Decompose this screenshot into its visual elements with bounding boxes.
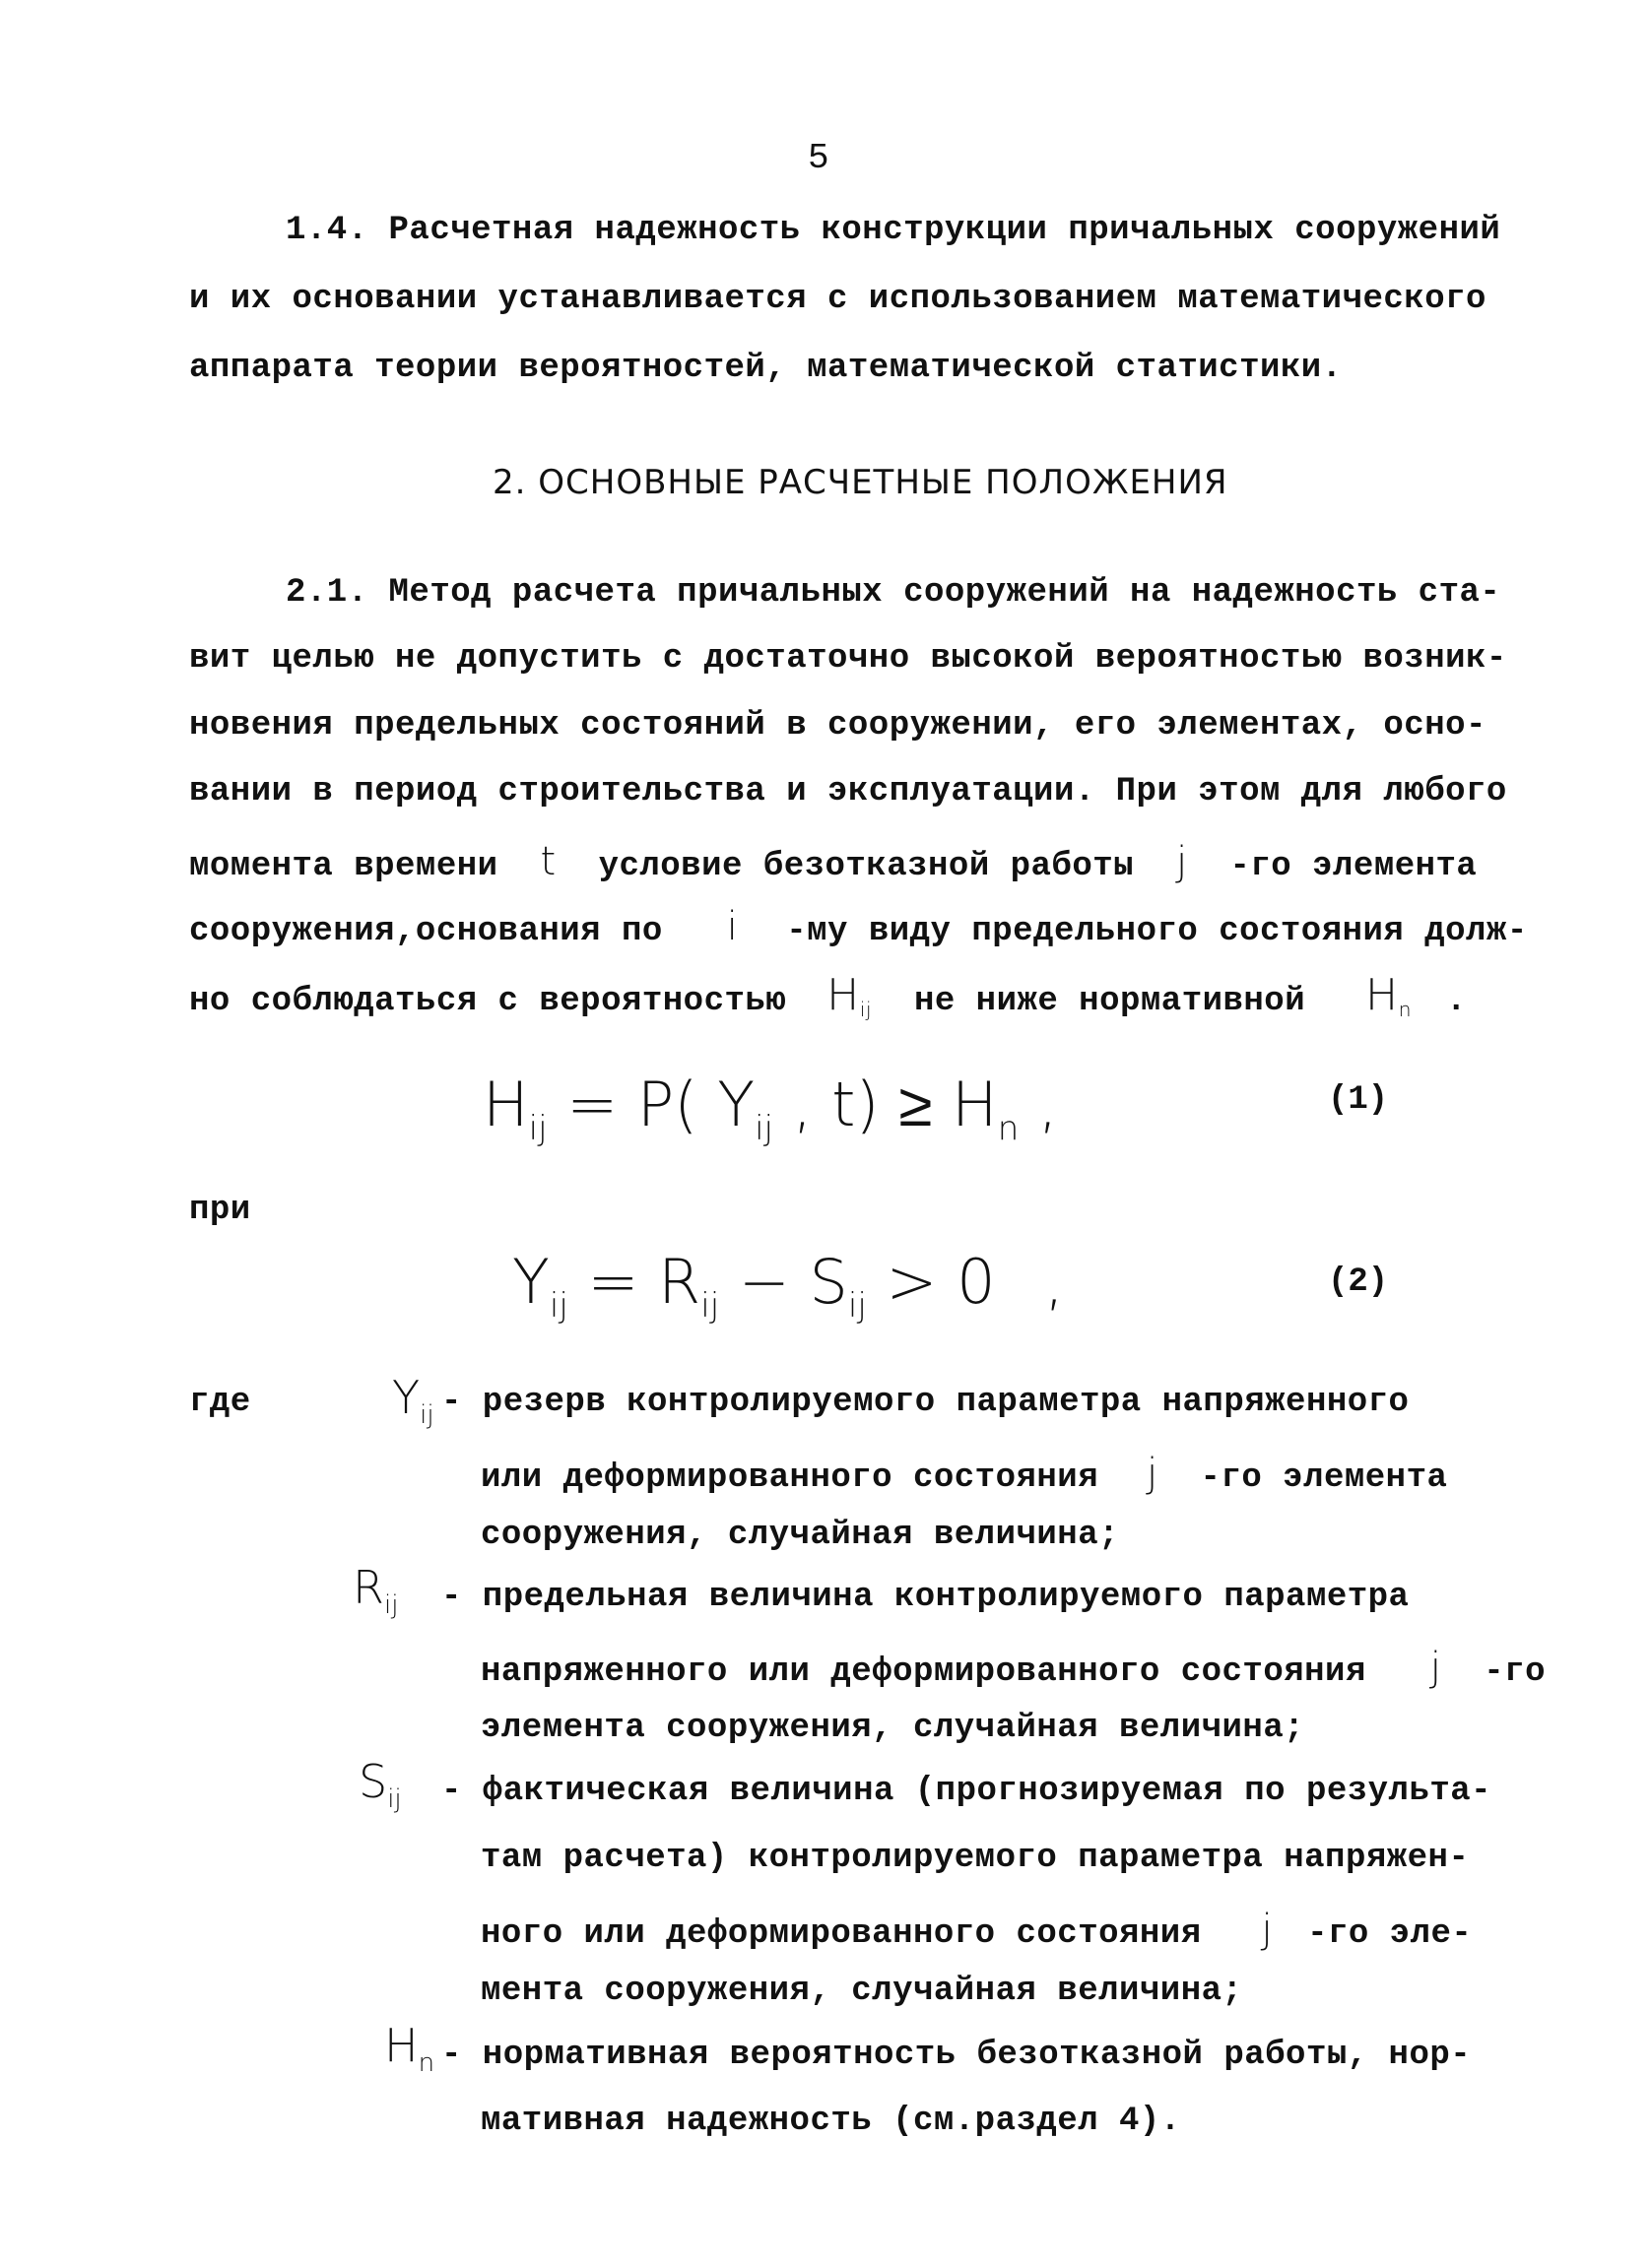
p21-line-6-b: -му виду предельного состояния долж- (786, 913, 1528, 950)
def-S-line-3-text: ного или деформированного состояния (481, 1915, 1202, 1953)
f2-minus: − S (738, 1246, 848, 1318)
p21-line-5-b: условие безотказной работы (598, 848, 1135, 885)
f1-ij: ij (528, 1109, 548, 1148)
s14-line-3: аппарата теории вероятностей, математической статистики. (189, 350, 1343, 387)
p21-line-7-b: не ниже нормативной (913, 983, 1306, 1020)
def-S-line-2: там расчета) контролируемого параметра напряжен- (481, 1840, 1470, 1877)
def-Y-line-1: - резерв контролируемого параметра напряженного (441, 1384, 1410, 1421)
equation-number-2: (2) (1328, 1264, 1389, 1301)
def-symbol-Y (392, 1371, 434, 1430)
f1-ij2: ij (755, 1109, 773, 1148)
def-Y-sub: ij (420, 1400, 434, 1430)
var-j: j (1175, 839, 1188, 884)
var-Hn-sub: n (1398, 998, 1413, 1022)
var-H-sub: ij (859, 998, 873, 1022)
f2-ij2: ij (700, 1286, 720, 1326)
def-Y-line-3: сооружения, случайная величина; (481, 1517, 1120, 1554)
f2-eq: = R (587, 1246, 701, 1318)
def-R-line-2 (481, 1645, 1546, 1691)
p21-line-6 (189, 904, 1528, 950)
p21-line-7-c: . (1445, 983, 1467, 1020)
def-Hn-line-2: мативная надежность (см.раздел 4). (481, 2103, 1181, 2140)
def-R-j: j (1429, 1645, 1442, 1690)
p21-line-2: вит целью не допустить с достаточно высокой вероятностью возник- (189, 640, 1507, 678)
def-Y-line-2-text: или деформированного состояния (481, 1459, 1099, 1497)
var-i: i (726, 904, 739, 949)
section-heading: 2. ОСНОВНЫЕ РАСЧЕТНЫЕ ПОЛОЖЕНИЯ (493, 463, 1228, 502)
f2-ij3: ij (847, 1286, 867, 1326)
f1-n: n (997, 1109, 1020, 1148)
f1-end: , (1037, 1069, 1058, 1140)
def-Hn-letter: H (384, 2019, 419, 2072)
def-Y-j-after: -го элемента (1200, 1459, 1448, 1497)
label-pri: при (189, 1192, 251, 1229)
p21-line-6-a: сооружения,основания по (189, 913, 663, 950)
def-Y-j: j (1147, 1451, 1158, 1496)
p21-line-7-a: но соблюдаться с вероятностью (189, 983, 787, 1020)
f1-middle: = P( Y (566, 1069, 756, 1140)
formula-2 (512, 1246, 1064, 1326)
def-symbol-Hn (384, 2019, 434, 2078)
var-t: t (540, 839, 557, 884)
def-R-j-after: -го (1484, 1653, 1546, 1691)
def-symbol-R (353, 1561, 398, 1620)
s14-line-1: 1.4. Расчетная надежность конструкции причальных сооружений (286, 212, 1501, 249)
def-R-line-3: элемента сооружения, случайная величина; (481, 1710, 1305, 1747)
var-Hn: H (1365, 970, 1399, 1020)
f1-H: H (483, 1069, 529, 1140)
def-S-sub: ij (387, 1784, 402, 1814)
s14-line-2: и их основании устанавливается с использованием математического (189, 281, 1486, 318)
p21-line-5-a: момента времени (189, 848, 498, 885)
def-R-sub: ij (383, 1590, 399, 1620)
f1-tail: , t) ≥ H (792, 1069, 998, 1140)
p21-line-3: новения предельных состояний в сооружении, его элементах, осно- (189, 707, 1486, 745)
p21-line-7 (189, 970, 1467, 1021)
f2-end: , (1044, 1246, 1065, 1318)
def-symbol-S (359, 1755, 402, 1814)
f2-tail: > 0 (886, 1246, 996, 1318)
def-S-letter: S (359, 1755, 388, 1808)
def-R-line-1: - предельная величина контролируемого параметра (441, 1579, 1410, 1616)
def-S-j: j (1261, 1907, 1274, 1952)
def-Y-letter: Y (392, 1371, 421, 1424)
p21-line-5 (189, 839, 1477, 885)
page-number: 5 (808, 138, 829, 178)
def-Hn-line-1: - нормативная вероятность безотказной работы, нор- (441, 2037, 1472, 2074)
def-S-line-4: мента сооружения, случайная величина; (481, 1973, 1243, 2010)
f2-ij: ij (549, 1286, 568, 1326)
label-where: где (189, 1384, 251, 1421)
var-H: H (826, 970, 860, 1020)
formula-1 (483, 1069, 1058, 1148)
def-S-j-after: -го эле- (1307, 1915, 1473, 1953)
def-Y-line-2 (481, 1451, 1447, 1497)
p21-line-1: 2.1. Метод расчета причальных сооружений на надежность ста- (286, 574, 1501, 612)
p21-line-5-c: -го элемента (1229, 848, 1478, 885)
def-S-line-3 (481, 1907, 1472, 1953)
def-Hn-sub: n (418, 2048, 435, 2078)
def-S-line-1: - фактическая величина (прогнозируемая по результа- (441, 1773, 1492, 1810)
def-R-line-2-text: напряженного или деформированного состояния (481, 1653, 1366, 1691)
p21-line-4: вании в период строительства и эксплуатации. При этом для любого (189, 773, 1507, 810)
equation-number-1: (1) (1328, 1081, 1389, 1119)
def-R-letter: R (353, 1561, 384, 1614)
f2-Y: Y (512, 1246, 550, 1318)
